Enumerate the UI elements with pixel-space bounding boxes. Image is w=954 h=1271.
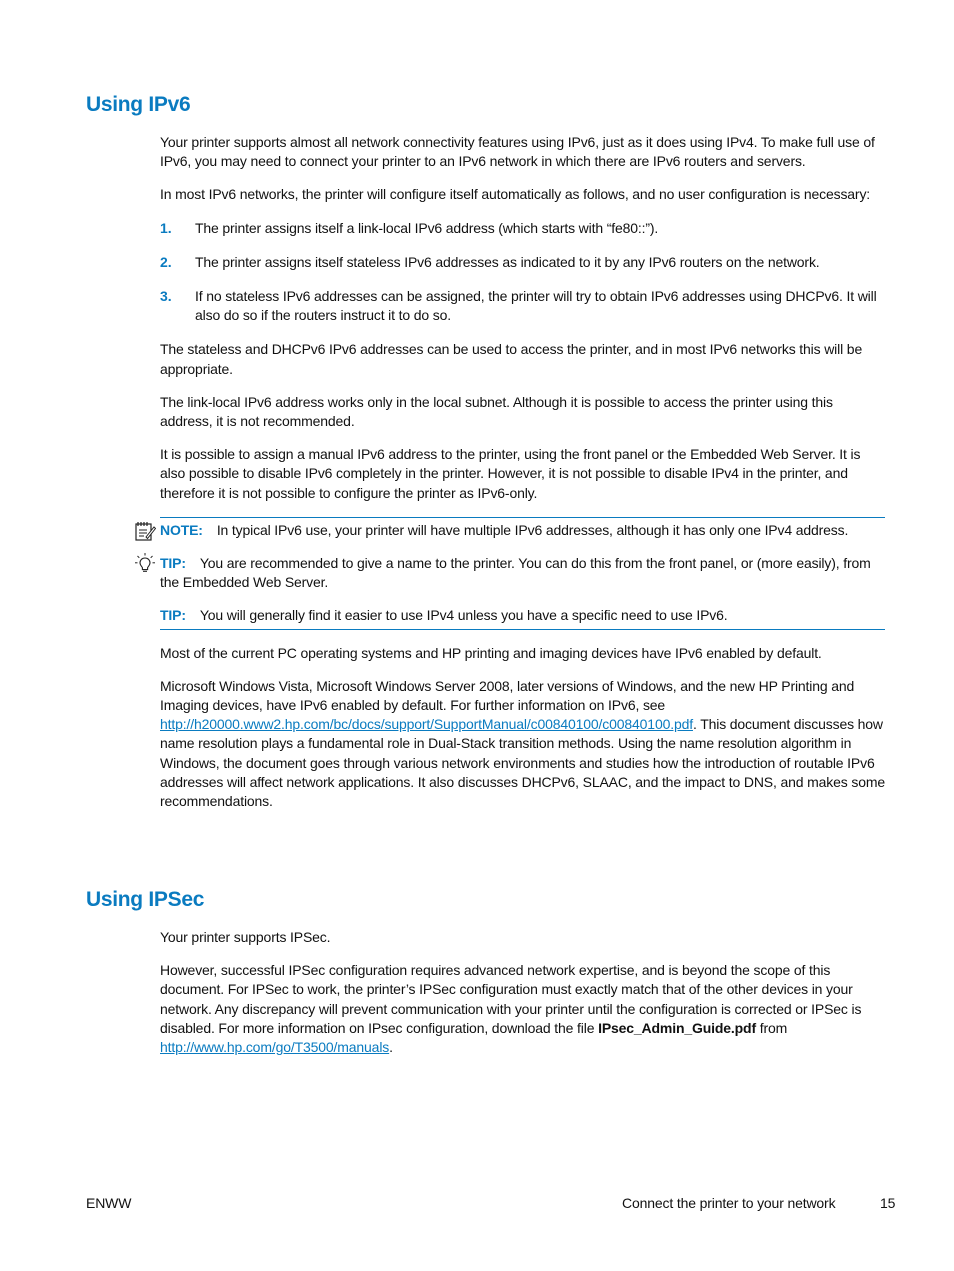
note-text	[160, 521, 885, 540]
note-pad-icon	[134, 520, 156, 542]
step-text: If no stateless IPv6 addresses can be assigned, the printer will try to obtain IPv6 addresses using DHCPv6. It will also do so if the routers instruct it to do so.	[195, 288, 877, 324]
section-ipsec-body	[160, 928, 885, 1071]
paragraph: It is possible to assign a manual IPv6 address to the printer, using the front panel or the Embedded Web Server. It is also possible to disable IPv6 completely in the printer. However, it is not possible to disable IPv4 in the printer, and therefore it is not possible to configure the printer as IPv6-only.	[160, 446, 861, 501]
text-run: from	[755, 1019, 788, 1036]
list-item	[160, 253, 885, 272]
list-item	[160, 219, 885, 238]
tip-body: You will generally find it easier to use IPv4 unless you have a specific need to use IPv6.	[199, 607, 728, 624]
step-number: 2.	[160, 253, 172, 270]
text-run: . This document discusses how name resolution plays a fundamental role in Dual-Stack transition methods. Using the name resolution algorithm in Windows, the document goes through various network environments and studies how the introduction of routable IPv6 addresses will affect network applications. It also discusses DHCPv6, SLAAC, and the impact to DNS, and makes some recommendations.	[160, 716, 885, 810]
paragraph: Most of the current PC operating systems and HP printing and imaging devices have IPv6 enabled by default.	[160, 644, 822, 661]
tip-text	[160, 606, 885, 625]
paragraph: The link-local IPv6 address works only in the local subnet. Although it is possible to access the printer using this address, it is not recommended.	[160, 393, 833, 430]
paragraph: The stateless and DHCPv6 IPv6 addresses can be used to access the printer, and in most IPv6 networks this will be appropriate.	[160, 341, 863, 377]
text-run: .	[389, 1039, 393, 1056]
step-number: 1.	[160, 219, 172, 236]
note-callout	[160, 517, 885, 540]
note-label: NOTE:	[160, 521, 203, 538]
heading-using-ipsec: Using IPSec	[86, 888, 205, 911]
ipv6-support-link[interactable]: http://h20000.www2.hp.com/bc/docs/support/SupportManual/c00840100/c00840100.pdf	[160, 716, 693, 733]
footer-section-title: Connect the printer to your network	[622, 1195, 836, 1211]
step-text: The printer assigns itself a link-local IPv6 address (which starts with “fe80::”).	[195, 219, 659, 236]
tip-callout	[160, 554, 885, 630]
filename-text: IPsec_Admin_Guide.pdf	[598, 1019, 756, 1036]
tip-body: You are recommended to give a name to the printer. You can do this from the front panel, or (more easily), from the Embedded Web Server.	[160, 555, 871, 591]
list-item	[160, 287, 885, 325]
text-run: However, successful IPSec configuration requires advanced network expertise, and is beyond the scope of this document. For IPSec to work, the printer’s IPSec configuration must exactly match that of the other devices in your network. Any discrepancy will prevent communication with your printer until the configuration is corrected or IPSec is disabled. For more information on IPsec configuration, download the file	[160, 962, 862, 1036]
step-number: 3.	[160, 288, 172, 305]
step-text: The printer assigns itself stateless IPv6 addresses as indicated to it by any IPv6 routers on the network.	[195, 253, 820, 270]
paragraph: In most IPv6 networks, the printer will configure itself automatically as follows, and no user configuration is necessary:	[160, 186, 871, 203]
manuals-link[interactable]: http://www.hp.com/go/T3500/manuals	[160, 1039, 390, 1056]
note-body: In typical IPv6 use, your printer will have multiple IPv6 addresses, although it has only one IPv4 address.	[216, 521, 849, 538]
text-run: Microsoft Windows Vista, Microsoft Windows Server 2008, later versions of Windows, and the new HP Printing and Imaging devices, have IPv6 enabled by default. For further information on IPv6, see	[160, 677, 855, 714]
numbered-steps	[160, 219, 885, 326]
lightbulb-icon	[134, 552, 156, 574]
paragraph: Your printer supports almost all network connectivity features using IPv6, just as it does using IPv4. To make full use of IPv6, you may need to connect your printer to an IPv6 network in which there are IPv6 routers and servers.	[160, 134, 875, 170]
paragraph: Your printer supports IPSec.	[160, 929, 331, 945]
tip-label: TIP:	[160, 607, 186, 624]
footer-page-number: 15	[880, 1195, 896, 1211]
section-ipv6-body	[160, 133, 885, 825]
tip-text	[160, 554, 885, 592]
heading-using-ipv6: Using IPv6	[86, 93, 191, 116]
paragraph	[160, 961, 885, 1057]
paragraph	[160, 677, 885, 811]
tip-label: TIP:	[160, 555, 186, 572]
footer-left: ENWW	[86, 1195, 132, 1211]
